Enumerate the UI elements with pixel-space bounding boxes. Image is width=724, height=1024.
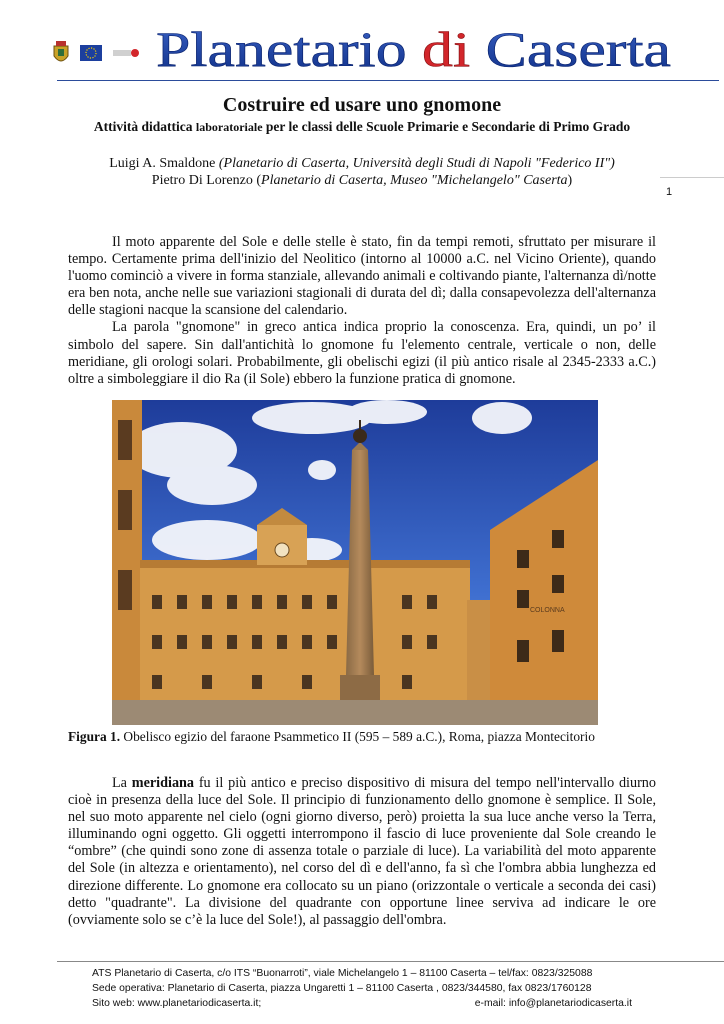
page-footer bbox=[92, 966, 632, 1011]
intro-text bbox=[68, 234, 656, 388]
svg-text:Planetario di Caserta bbox=[156, 21, 671, 77]
obelisk-photo bbox=[112, 400, 598, 725]
building-sign: COLONNA bbox=[530, 607, 565, 614]
author-1-name: Luigi A. Smaldone bbox=[109, 156, 216, 171]
meridiana-term: meridiana bbox=[131, 775, 195, 791]
caption-text: Obelisco egizio del faraone Psammetico II (595 – 589 a.C.), Roma, piazza Montecitorio bbox=[120, 729, 595, 744]
document-title: Costruire ed usare uno gnomone bbox=[222, 94, 502, 116]
header-divider bbox=[57, 80, 719, 81]
authors-block bbox=[0, 155, 724, 189]
paragraph: La parola "gnomone" in greco antica indica proprio la conoscenza. Era, quindi, un po’ il simbolo del sapere. Sin dall'antichità lo gnomone fu l'elemento centrale, verticale o non, delle meridiane, gli orologi solari. Probabilmente, gli obelischi egizi (il più antico risale al 2345-2333 a.C.) oltre a simboleggiare il dio Ra (il Sole) ebbero la funzione pratica di gnomone. bbox=[68, 319, 656, 387]
page-number-rule bbox=[660, 177, 724, 178]
author-2-affiliation: Planetario di Caserta, Museo "Michelangelo" Caserta bbox=[261, 173, 568, 188]
footer-website[interactable]: Sito web: www.planetariodicaserta.it; bbox=[92, 998, 262, 1009]
author-2 bbox=[0, 172, 724, 189]
brand-title bbox=[156, 18, 676, 78]
page-number: 1 bbox=[666, 186, 673, 198]
footer-contacts bbox=[92, 996, 632, 1011]
page-header bbox=[0, 0, 724, 86]
footer-divider bbox=[57, 961, 724, 962]
subtitle-part3: per le classi delle Scuole Primarie e Secondarie di Primo Grado bbox=[265, 119, 631, 134]
paragraph-body: fu il più antico e preciso dispositivo di misura del tempo nell'intervallo diurno cioè in presenza della luce del Sole. Il principio di funzionamento dello gnomone è semplice. Il Sole, nel suo moto apparente nel cielo (ogni giorno diverso, però) proietta la sua luce anche verso la Terra, illuminando ogni oggetto. Gli oggetti interrompono il fascio di luce proveniente dal Sole creando le “ombre” (che quindi sono zone di assenza totale o parziale di luce). La variabilità del moto apparente del Sole (in altezza e orientamento), nel corso del dì e dell'anno, fa sì che l'ombra abbia lunghezza ed direzione differente. Lo gnomone era collocato su un piano (orizzontale o verticale a seconda dei casi) detto "quadrante". La divisione del quadrante con opportune linee serviva ad indicare le ore (ovviamente solo se c’è la luce del Sole!), al passaggio dell'ombra. bbox=[68, 775, 656, 928]
footer-email[interactable]: e-mail: info@planetariodicaserta.it bbox=[474, 998, 632, 1009]
caption-label: Figura 1. bbox=[68, 729, 121, 744]
author-2-name: Pietro Di Lorenzo ( bbox=[151, 173, 262, 188]
eu-flag-logo bbox=[80, 45, 102, 61]
brand-word: Planetario bbox=[156, 21, 359, 77]
subtitle-part1: Attività didattica bbox=[93, 119, 193, 134]
paragraph bbox=[68, 775, 656, 929]
meridiana-text bbox=[68, 775, 656, 929]
urban-logo bbox=[112, 46, 140, 60]
paragraph: Il moto apparente del Sole e delle stelle è stato, fin da tempi remoti, sfruttato per misurare il tempo. Certamente prima dell'inizio del Neolitico (intorno al 10000 a.C. nel Vicino Oriente), quando l'uomo cominciò a vivere in forma stanziale, allevando animali e coltivando piante, l'alternanza dì/notte era ben nota, anche nelle sue variazioni stagionali di durata del dì; dalla consapevolezza dell'alternanza delle stagioni nacque la scansione del calendario. bbox=[68, 234, 656, 319]
footer-office: Sede operativa: Planetario di Caserta, piazza Ungaretti 1 – 81100 Caserta , 0823/344580, fax 0823/1760128 bbox=[92, 983, 592, 994]
author-2-close: ) bbox=[567, 173, 573, 188]
brand-word: Caserta bbox=[470, 21, 633, 77]
footer-address: ATS Planetario di Caserta, c/o ITS “Buonarroti”, viale Michelangelo 1 – 81100 Caserta – tel/fax: 0823/325088 bbox=[92, 968, 593, 979]
document-subtitle bbox=[0, 119, 724, 135]
author-1-affiliation: (Planetario di Caserta, Università degli Studi di Napoli "Federico II") bbox=[218, 156, 615, 171]
header-logos bbox=[52, 40, 140, 66]
crest-logo bbox=[52, 40, 70, 66]
subtitle-part2: laboratoriale bbox=[195, 120, 263, 134]
author-1 bbox=[0, 155, 724, 172]
figure-caption bbox=[68, 729, 668, 745]
brand-word: di bbox=[406, 21, 459, 77]
paragraph-prefix: La bbox=[112, 775, 132, 791]
